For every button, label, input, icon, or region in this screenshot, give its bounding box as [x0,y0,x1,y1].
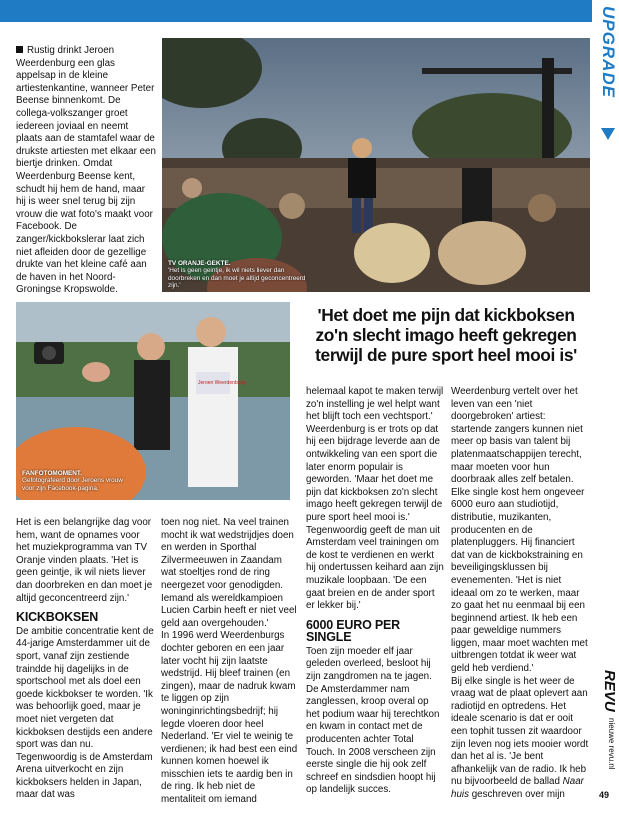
body-column-3 [306,386,444,797]
magazine-logo: REVU [601,670,618,712]
stage-caption-title: TV ORANJE-GEKTE. [168,260,231,267]
stage-photo [162,38,590,292]
pull-quote: 'Het doet me pijn dat kickboksen zo'n slecht imago heeft gekregen terwijl de pure sport heel mooi is' [315,305,577,365]
section-arrow-icon [601,128,615,140]
section-label: UPGRADE [599,6,618,99]
col4-paragraph-2b: geschreven over mijn [468,789,565,800]
body-column-4 [451,386,589,802]
col1-paragraph-2: De ambitie concentratie kent de 44-jarige Amsterdammer uit de sport, vanaf zijn zestiende traindde hij dagelijks in de sportschool met als doel een goede kickbokser te worden. 'Ik was behoorlijk goed, maar je moet niet vergeten dat kickboksen destijds een andere sport was dan nu. Tegenwoordig is de Amsterdam Arena uitverkocht en zijn kickboksers helden in Japan, maar dat was [16,625,154,801]
stage-caption-text: 'Het is geen geintje, ik wil niets liever dan doorbreken en dan moet je altijd geconcentreerd zijn.' [168,267,306,290]
col3-paragraph-1: helemaal kapot te maken terwijl zo'n instelling je wel helpt want het blijft toch een vechtsport.' Weerdenburg is er trots op dat hij een bijdrage leverde aan de ontwikkeling van een sport die later enorm populair is geworden. 'Maar het doet me pijn dat kickboksen zo'n slecht imago heeft gekregen terwijl de pure sport heel mooi is.' Tegenwoordig geeft de man uit Amsterdam veel trainingen om de kost te verdienen en werkt hij ondertussen keihard aan zijn muzikale loopbaan. 'De een gaat breien en de ander sport er lekker bij.' [306,386,444,612]
heading-kickboksen: KICKBOKSEN [16,610,99,625]
shirt-print: Jeroen Weerdenburg [198,380,245,386]
fan-photo [16,302,290,500]
col4-paragraph-2a: Bij elke single is het weer de vraag wat de plaat oplevert aan radiotijd en optredens. Het ideale scenario is dat er ooit een tophit tussen zit waardoor zijn leven nog iets mooier wordt dan het al is. 'Je bent afhankelijk van de radio. Ik heb nu bijvoorbeeld de ballad [451,675,589,788]
fan-photo-caption [22,470,132,492]
heading-6000-euro: 6000 EURO PER SINGLE [306,617,400,645]
col2-paragraph-1: toen nog niet. Na veel trainen mocht ik wat wedstrijdjes doen en werden in Sporthal Zilvermeeuwen in Zaandam wat stoeltjes rond de ring neergezet voor genodigden. Iemand als wereldkampioen Lucien Carbin heeft er niet veel geld aan overgehouden.' [161,517,297,629]
col2-paragraph-2: In 1996 werd Weerdenburgs dochter geboren en een jaar later vocht hij zijn laatste wedstrijd. Hij bleef trainen (en zingen), maar de nadruk kwam te liggen op zijn woninginrichtingsbedrijf; hij legde vloeren door heel Nederland. 'Er viel te weinig te verdienen; ik had best een eind kunnen komen hoewel ik misschien iets te aardig ben in de ring. Ik heb niet de mentaliteit om iemand [161,630,298,806]
col4-paragraph-1: Weerdenburg vertelt over het leven van een 'niet doorgebroken' artiest: startende zangers kunnen niet meer op basis van talent bij platenmaatschappijen terecht, maar moeten voor hun doorbraak alles zelf betalen. Elke single kost hem ongeveer 6000 euro aan studiotijd, distributie, muzikanten, producenten en de platenpluggers. Hij financiert dat van de kickbokstraining en beveiligingsklussen bij evenementen. 'Het is niet ideaal om zo te werken, maar zo gaat het nu eenmaal bij een beginnend artiest. Ik heb een paar geweldige nummers liggen, maar moet wachten met uitbrengen totdat ik weer wat geld heb verdiend.' [451,386,588,675]
top-color-bar [0,0,592,22]
fan-caption-title: FANFOTOMOMENT. [22,470,82,477]
lead-bullet-icon [16,46,23,53]
page-number: 49 [599,790,610,800]
col1-paragraph-1: Het is een belangrijke dag voor hem, want de opnames voor het muziekprogramma van TV Oranje vinden plaats. 'Het is geen geintje, ik wil niets liever dan doorbreken en dan moet je altijd geconcentreerd zijn.' [16,517,153,604]
intro-text: Rustig drinkt Jeroen Weerdenburg een glas appelsap in de kleine artiestenkantine, wanneer Peter Beense binnenkomt. De collega-volkszanger groet iedereen joviaal en neemt plaats aan de stamtafel waar de drukste artiesten met elkaar een biertje drinken. Omdat Weerdenburg Beense kent, schudt hij hem de hand, maar hij is weer snel terug bij zijn vrouw die wat foto's maakt voor Facebook. De zanger/kickbokslerar laat zich niet afleiden door de gezellige drukte van het kleine café aan de haven in het Noord-Groningse Kropswolde. [16,45,156,296]
intro-column [16,45,156,297]
body-column-1 [16,517,154,802]
song-title: Naar huis [451,776,584,800]
body-column-2 [161,517,299,807]
magazine-website: nieuwe revu.nl [607,718,616,770]
stage-photo-caption [168,260,318,290]
stage-photo-image [162,38,590,292]
fan-caption-text: Gefotografeerd door Jeroens vrouw voor zijn Facebook-pagina. [22,477,123,492]
col4-paragraph-2 [451,676,589,802]
col3-paragraph-2: Toen zijn moeder elf jaar geleden overleed, besloot hij zijn zangdromen na te jagen. De Amsterdammer nam zanglessen, kroop overal op het podium waar hij terechtkon en kwam in contact met de producenten achter Total Touch. In 2008 verscheen zijn eerste single die hij ook zelf schreef en sindsdien hoopt hij op landelijk succes. [306,645,440,796]
